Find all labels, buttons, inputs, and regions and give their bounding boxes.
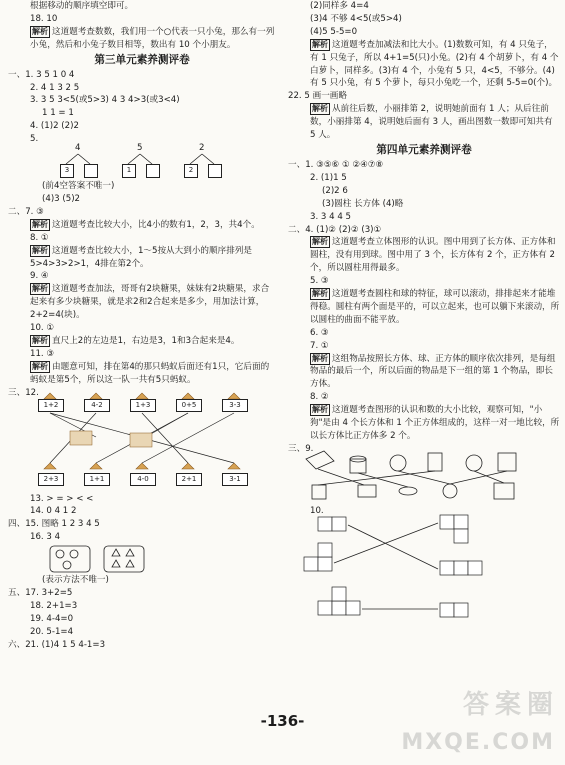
text-line: 三、9.: [288, 443, 314, 454]
text-line: 18. 10: [30, 13, 58, 24]
tree-box-empty: [208, 164, 222, 178]
tree-box: 3: [60, 164, 74, 178]
text-line: 9. ④: [30, 271, 49, 282]
explanation: 解析 从前往后数，小丽排第 2，说明她前面有 1 人；从后往前数，小丽排第 4，说明她后面有 3 人，画出图数一数即可知共有 5 人。: [310, 104, 553, 141]
text-line: 7. ①: [310, 340, 329, 351]
text-line: 8. ②: [310, 392, 329, 403]
explanation: 解析 这道题考查比较大小，比4小的数有1，2，3，共4个。: [32, 219, 260, 230]
explanation: 解析 由题意可知，排在第4的那只蚂蚁后面还有1只，它后面的蚂蚁是第5个，所以这一队一共有5只蚂蚁。: [30, 361, 270, 385]
tree-box-empty: [146, 164, 160, 178]
text-line: (3)4 不够 4<5(或5>4): [310, 13, 402, 24]
text-line: 根据移动的顺序填空即可。: [30, 1, 134, 11]
analysis-tag: 解析: [32, 361, 48, 371]
expression-box: 2+1: [176, 473, 202, 486]
page-number: -136-: [260, 712, 305, 730]
analysis-tag: 解析: [32, 26, 48, 36]
matching-figure: [30, 393, 276, 493]
text-line: (2)同样多 4=4: [310, 1, 369, 11]
right-column: [288, 0, 560, 629]
tree-top: 4: [75, 143, 81, 154]
text-line: 2. (1)1 5: [310, 172, 347, 183]
analysis-tag: 解析: [32, 335, 48, 345]
text-line: 三、12.: [8, 387, 39, 398]
text-line: 五、17. 3+2=5: [8, 588, 73, 599]
text-line: (2)2 6: [322, 185, 348, 196]
explanation: 解析 这道题考查加减法和比大小。(1)数数可知，有 4 只兔子，有 1 只兔子，所以 4+1=5(只)小兔。(2)有 4 个胡萝卜，有 4 个白萝卜，同样多。(3)有 4 个，小兔有 5 只，4<5，不够分。(4)有 5 只小兔，有 5 个萝卜，每只小兔吃一个，还剩 5-5=0(个)。: [310, 39, 559, 89]
text-line: 19. 4-4=0: [30, 613, 74, 624]
expression-box: 2+3: [38, 473, 64, 486]
text-line: 18. 2+1=3: [30, 601, 78, 611]
text-line: 5.: [30, 134, 39, 145]
analysis-tag: 解析: [32, 245, 48, 255]
object-matching-lines: [298, 449, 548, 505]
expression-box: 3-1: [222, 473, 248, 486]
analysis-tag: 解析: [312, 104, 328, 114]
explanation: 解析 这道题考查圆柱和球的特征，球可以滚动，排排起来才能堆得稳。圆柱有两个面是平的，可以立起来，也可以躺下来滚动，所以圆柱的曲面不能平放。: [310, 289, 560, 325]
section-title: 第四单元素养测评卷: [376, 143, 472, 156]
expression-box: 1+1: [84, 473, 110, 486]
text-line: 一、1. ③⑤⑥ ① ②④⑦⑧: [288, 159, 384, 170]
expression-box: 1+3: [130, 399, 156, 412]
text-line: 5. ③: [310, 276, 329, 287]
analysis-tag: 解析: [32, 284, 48, 294]
text-line: (4)3 (5)2: [42, 193, 81, 204]
text-line: 10. ①: [30, 323, 55, 334]
analysis-tag: 解析: [32, 219, 48, 229]
number-tree-figure: [58, 143, 276, 180]
explanation: 解析 这道题考查比较大小，1～5按从大到小的顺序排列是5>4>3>2>1，4排在第2个。: [30, 245, 252, 269]
cube-matching-lines: [300, 509, 540, 629]
expression-box: 0+5: [176, 399, 202, 412]
explanation: 解析 这道题考查立体图形的认识。图中用到了长方体、正方体和圆柱，没有用到球。图中用了 3 个，长方体有 2 个，正方体有 2 个，所以圆柱用得最多。: [310, 237, 556, 274]
tree-box: 2: [184, 164, 198, 178]
analysis-tag: 解析: [312, 353, 328, 363]
text-line: 11. ③: [30, 348, 55, 359]
expression-box: 1+2: [38, 399, 64, 412]
tree-top: 5: [137, 143, 143, 154]
analysis-tag: 解析: [312, 39, 328, 49]
cube-matching-figure: [300, 509, 560, 629]
text-line: 10.: [310, 505, 324, 516]
text-line: (3)圆柱 长方体 (4)略: [322, 198, 404, 209]
text-line: 二、7. ③: [8, 206, 44, 217]
text-line: 8. ①: [30, 232, 49, 243]
analysis-tag: 解析: [312, 237, 328, 247]
text-line: 22. 5 画一画略: [288, 91, 347, 102]
explanation: 解析 这道题考查加法，哥哥有2块糖果，妹妹有2块糖果，求合起来有多少块糖果，就是求2和2合起来是多少，用加法计算，2+2=4(块)。: [30, 284, 270, 321]
text-line: 2. 4 1 3 2 5: [30, 82, 80, 93]
explanation: 解析 这道题考查数数，我们用一个○代表一只小兔，那么有一列小兔，然后和小兔子数目相等，数出有 10 个小朋友。: [30, 26, 275, 50]
tree-box-empty: [84, 164, 98, 178]
tree-top: 2: [199, 143, 205, 154]
analysis-tag: 解析: [312, 405, 328, 415]
watermark-logo: 答案圈: [462, 690, 559, 720]
text-line: 3. 3 5 3<5(或5>3) 4 3 4>3(或3<4): [30, 95, 180, 106]
text-line: 1 1 = 1: [42, 108, 74, 119]
text-line: 六、21. (1)4 1 5 4-1=3: [8, 639, 106, 650]
left-column: [8, 0, 276, 652]
shape-figure: [48, 544, 276, 574]
text-line: 6. ③: [310, 327, 329, 338]
circle-triangle-boxes: [48, 544, 168, 574]
text-line: 16. 3 4: [30, 532, 61, 543]
analysis-tag: 解析: [312, 289, 328, 299]
text-line: (表示方法不唯一): [42, 575, 109, 586]
watermark-url: MXQE.COM: [401, 730, 555, 755]
text-line: 13. > = > < <: [30, 493, 94, 504]
text-line: 20. 5-1=4: [30, 626, 74, 637]
object-matching-figure: [298, 449, 560, 505]
expression-box: 4-0: [130, 473, 156, 486]
text-line: 二、4. (1)② (2)② (3)①: [288, 224, 382, 235]
text-line: 3. 3 4 4 5: [310, 211, 351, 222]
explanation: 解析 这组物品按照长方体、球、正方体的顺序依次排列，是每组物品的最后一个，所以后面的物品是下一组的第 1 个物品，即长方体。: [310, 353, 556, 390]
expression-box: 3-3: [222, 399, 248, 412]
text-line: (4)5 5-5=0: [310, 26, 358, 37]
text-line: 一、1. 3 5 1 0 4: [8, 69, 75, 80]
expression-box: 4-2: [84, 399, 110, 412]
text-line: 14. 0 4 1 2: [30, 506, 77, 517]
tree-box: 1: [122, 164, 136, 178]
section-title: 第三单元素养测评卷: [94, 53, 190, 66]
explanation: 解析 直尺上2的左边是1，右边是3，1和3合起来是4。: [32, 335, 240, 346]
text-line: (前4空答案不唯一): [42, 181, 115, 192]
explanation: 解析 这道题考查图形的认识和数的大小比较，观察可知，"小狗"是由 4 个长方体和 1 个正方体组成的，这样一对一地比较，所以长方体比正方体多 2 个。: [310, 405, 560, 441]
text-line: 4. (1)2 (2)2: [30, 121, 79, 132]
text-line: 四、15. 图略 1 2 3 4 5: [8, 519, 100, 530]
